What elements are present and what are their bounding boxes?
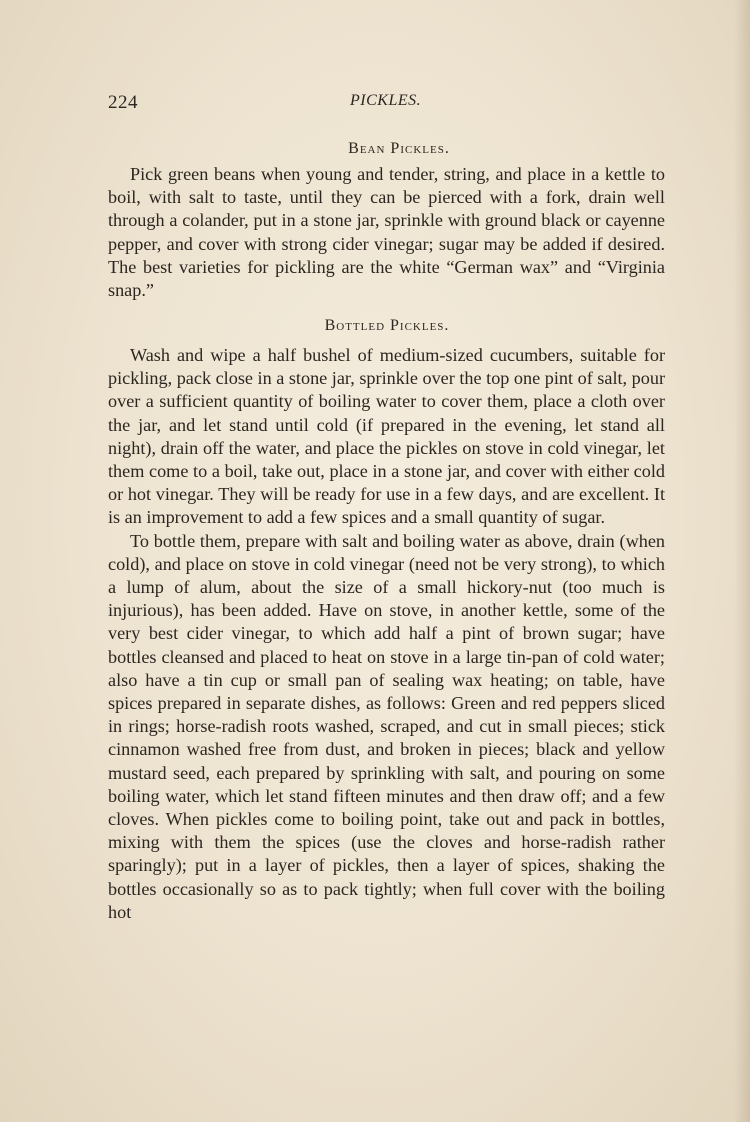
running-head xyxy=(108,92,668,116)
section-heading-bottled-pickles: Bottled Pickles. xyxy=(324,317,450,334)
paragraph: To bottle them, prepare with salt and boiling water as above, drain (when cold), and place on stove in cold vinegar (need not be very strong), to which a lump of alum, about the size of a small hickory-nut (too much is injurious), has been added. Have on stove, in another kettle, some of the very best cider vinegar, to which add half a pint of brown sugar; have bottles cleansed and placed to heat on stove in a large tin-pan of cold water; also have a tin cup or small pan of sealing wax heating; on table, have spices prepared in separate dishes, as follows: Green and red peppers sliced in rings; horse-radish roots washed, scraped, and cut in small pieces; stick cinnamon washed free from dust, and broken in pieces; black and yellow mustard seed, each prepared by sprinkling with salt, and pouring on some boiling water, which let stand fifteen minutes and then draw off; and a few cloves. When pickles come to boiling point, take out and pack in bottles, mixing with them the spices (use the cloves and horse-radish rather sparingly); put in a layer of pickles, then a layer of spices, shaking the bottles occasionally so as to pack tightly; when full cover with the boiling hot xyxy=(108,530,665,922)
section-body-bean-pickles xyxy=(108,163,665,302)
paragraph: Wash and wipe a half bushel of medium-sized cucumbers, suitable for pickling, pack close in a stone jar, sprinkle over the top one pint of salt, pour over a sufficient quantity of boiling water to cover them, place a cloth over the jar, and let stand until cold (if prepared in the evening, let stand all night), drain off the water, and place the pickles on stove in cold vinegar, let them come to a boil, take out, place in a stone jar, and cover with either cold or hot vinegar. They will be ready for use in a few days, and are excellent. It is an improvement to add a few spices and a small quantity of sugar. xyxy=(108,345,665,528)
section-body-bottled-pickles xyxy=(108,344,665,924)
running-title: PICKLES. xyxy=(350,92,422,109)
page-number: 224 xyxy=(108,92,138,113)
section-heading-bean-pickles: Bean Pickles. xyxy=(348,140,450,157)
paragraph: Pick green beans when young and tender, string, and place in a kettle to boil, with salt to taste, until they can be pierced with a fork, drain well through a colander, put in a stone jar, sprinkle with ground black or cayenne pepper, and cover with strong cider vinegar; sugar may be added if desired. The best varieties for pickling are the white “German wax” and “Virginia snap.” xyxy=(108,164,665,301)
